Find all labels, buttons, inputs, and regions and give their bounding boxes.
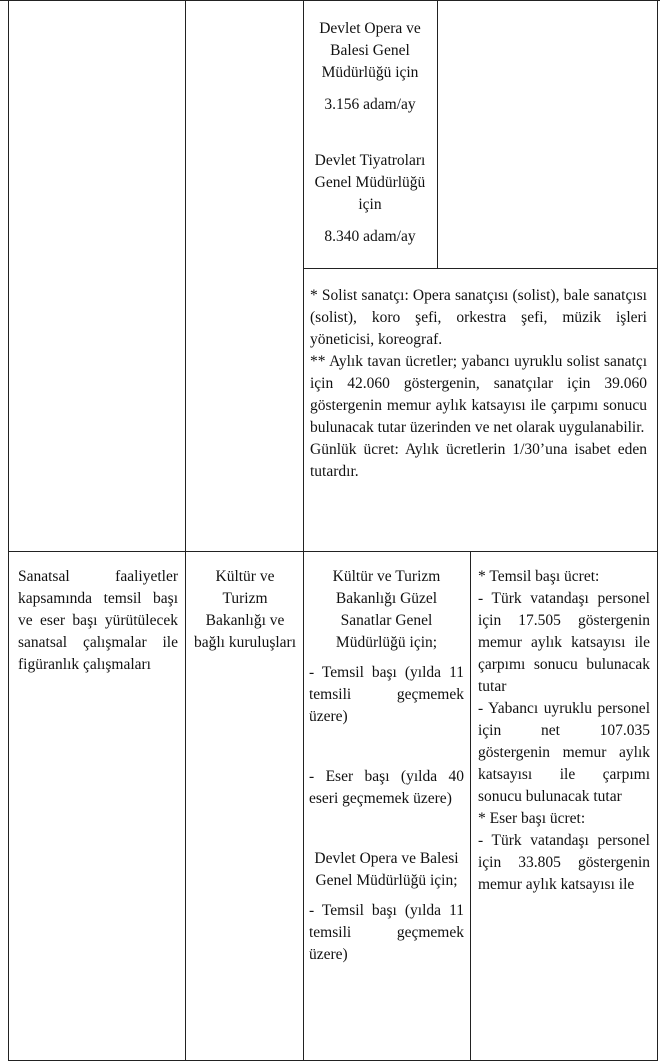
tiyatro-value: 8.340 adam/ay bbox=[324, 228, 416, 245]
note-tavan: ** Aylık tavan ücretler; yabancı uyruklu solist sanatçı için 42.060 göstergenin, sanatçılar için 39.060 göstergenin memur aylık katsayısı ile çarpımı sonucu bulunacak tutar üzerinden ve net olarak uygulanabilir. bbox=[310, 353, 647, 436]
eser-turk: - Türk vatandaşı personel için 33.805 göstergenin memur aylık katsayısı ile bbox=[478, 832, 650, 893]
row2-col4 bbox=[478, 566, 650, 896]
opera2-temsil: - Temsil başı (yılda 11 temsili geçmemek üzere) bbox=[309, 902, 464, 963]
col-divider-2 bbox=[303, 0, 304, 1061]
row1-notes bbox=[310, 285, 647, 483]
row-divider bbox=[8, 551, 658, 552]
opera2-head: Devlet Opera ve Balesi Genel Müdürlüğü için; bbox=[314, 850, 459, 889]
tiyatro-head: Devlet Tiyatroları Genel Müdürlüğü için bbox=[314, 152, 426, 213]
kt-head: Kültür ve Turizm Bakanlığı Güzel Sanatlar Genel Müdürlüğü için; bbox=[332, 568, 441, 651]
institution: Kültür ve Turizm Bakanlığı ve bağlı kuruluşları bbox=[193, 568, 297, 651]
col-divider-1 bbox=[185, 0, 186, 1061]
temsil-title: * Temsil başı ücret: bbox=[478, 568, 600, 585]
note-gunluk: Günlük ücret: Aylık ücretlerin 1/30’una isabet eden tutardır. bbox=[310, 441, 647, 480]
note-solist: * Solist sanatçı: Opera sanatçısı (solist), bale sanatçısı (solist), koro şefi, orkestra şefi, müzik işleri yöneticisi, koreograf. bbox=[310, 287, 647, 348]
row2-col1 bbox=[18, 566, 178, 676]
row2-col3 bbox=[309, 566, 464, 966]
kt-temsil: - Temsil başı (yılda 11 temsili geçmemek üzere) bbox=[309, 664, 464, 725]
col-divider-3b bbox=[470, 551, 471, 1061]
row1-col3 bbox=[306, 18, 434, 248]
temsil-turk: - Türk vatandaşı personel için 17.505 göstergenin memur aylık katsayısı ile çarpımı sonucu bulunacak tutar bbox=[478, 590, 650, 695]
col-divider-3a bbox=[437, 0, 438, 268]
table-top-border bbox=[0, 0, 660, 1]
kt-eser: - Eser başı (yılda 40 eseri geçmemek üzere) bbox=[309, 768, 464, 807]
opera-head: Devlet Opera ve Balesi Genel Müdürlüğü için bbox=[319, 20, 421, 81]
col3-divider bbox=[303, 268, 658, 269]
table-left-border bbox=[8, 0, 9, 1061]
table-right-border bbox=[657, 0, 658, 1061]
temsil-yabanci: - Yabancı uyruklu personel için net 107.035 göstergenin memur aylık katsayısı ile çarpımı sonucu bulunacak tutar bbox=[478, 700, 650, 805]
opera-value: 3.156 adam/ay bbox=[324, 96, 416, 113]
row2-col2 bbox=[192, 566, 298, 654]
activity-description: Sanatsal faaliyetler kapsamında temsil başı ve eser başı yürütülecek sanatsal çalışmalar ile figüranlık çalışmaları bbox=[18, 568, 178, 673]
eser-title: * Eser başı ücret: bbox=[478, 810, 586, 827]
